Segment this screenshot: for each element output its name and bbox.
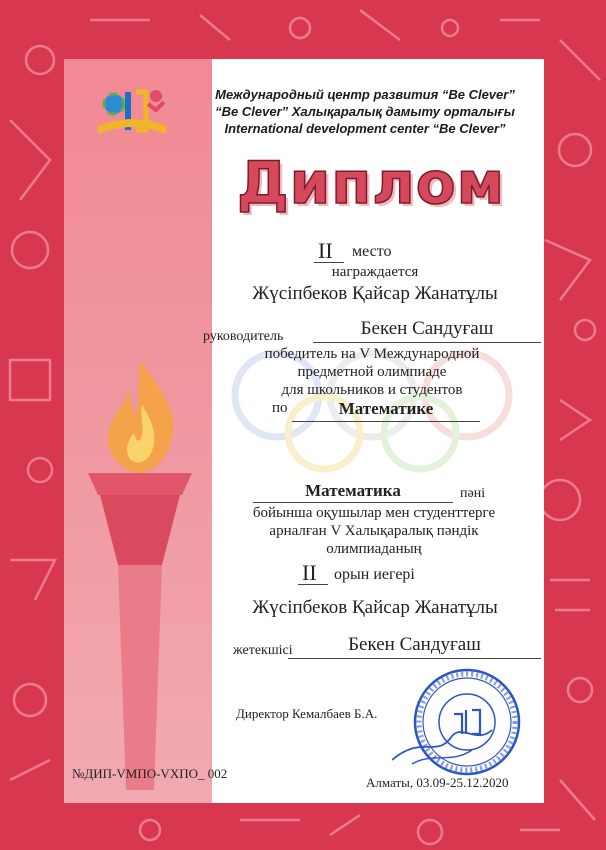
text-kz-1: бойынша оқушылар мен студенттерге <box>252 505 496 521</box>
place-ru-underline <box>314 262 344 263</box>
supervisor-kz-underline <box>288 658 541 659</box>
subject-suffix-kz: пәні <box>460 486 486 501</box>
header-line-kz: “Be Clever” Халықаралық дамыту орталығы <box>215 104 515 119</box>
place-word-kz: орын иегері <box>334 566 415 583</box>
text-kz-3: олимпиаданың <box>326 541 422 557</box>
subject-ru-underline <box>292 421 480 422</box>
diploma-number: №ДИП-VМПО-VХПО_ 002 <box>72 766 228 781</box>
supervisor-label-ru: руководитель <box>203 329 284 344</box>
place-kz: II <box>302 560 317 585</box>
supervisor-name-ru: Бекен Сандуғаш <box>360 318 494 339</box>
recipient-name-kz: Жүсіпбеков Қайсар Жанатұлы <box>252 597 498 618</box>
supervisor-name-kz: Бекен Сандуғаш <box>348 634 481 655</box>
official-seal-stamp <box>392 664 532 782</box>
awarded-text: награждается <box>331 264 419 280</box>
place-kz-underline <box>298 584 328 585</box>
be-clever-logo-icon <box>92 82 172 142</box>
recipient-name-ru: Жүсіпбеков Қайсар Жанатұлы <box>252 283 498 304</box>
subject-kz-underline <box>253 502 453 503</box>
director-signature-line: Директор Кемалбаев Б.А. <box>236 706 378 721</box>
by-label-ru: по <box>272 400 288 416</box>
diploma-title: Диплом <box>236 149 506 217</box>
place-ru: II <box>318 238 333 263</box>
text-ru-2: предметной олимпиаде <box>297 364 447 380</box>
torch-icon <box>70 355 210 795</box>
subject-kz: Математика <box>305 481 401 500</box>
subject-ru: Математике <box>338 399 434 418</box>
place-word-ru: место <box>352 243 392 260</box>
supervisor-ru-underline <box>313 342 541 343</box>
supervisor-label-kz: жетекшісі <box>233 643 293 658</box>
text-ru-1: победитель на V Международной <box>264 346 480 362</box>
text-ru-3: для школьников и студентов <box>281 382 463 398</box>
text-kz-2: арналған V Халықаралық пәндік <box>269 523 479 539</box>
place-and-date: Алматы, 03.09-25.12.2020 <box>366 775 509 790</box>
header-line-ru: Международный центр развития “Be Clever” <box>215 87 515 102</box>
header-line-en: International development center “Be Clever” <box>224 121 506 136</box>
